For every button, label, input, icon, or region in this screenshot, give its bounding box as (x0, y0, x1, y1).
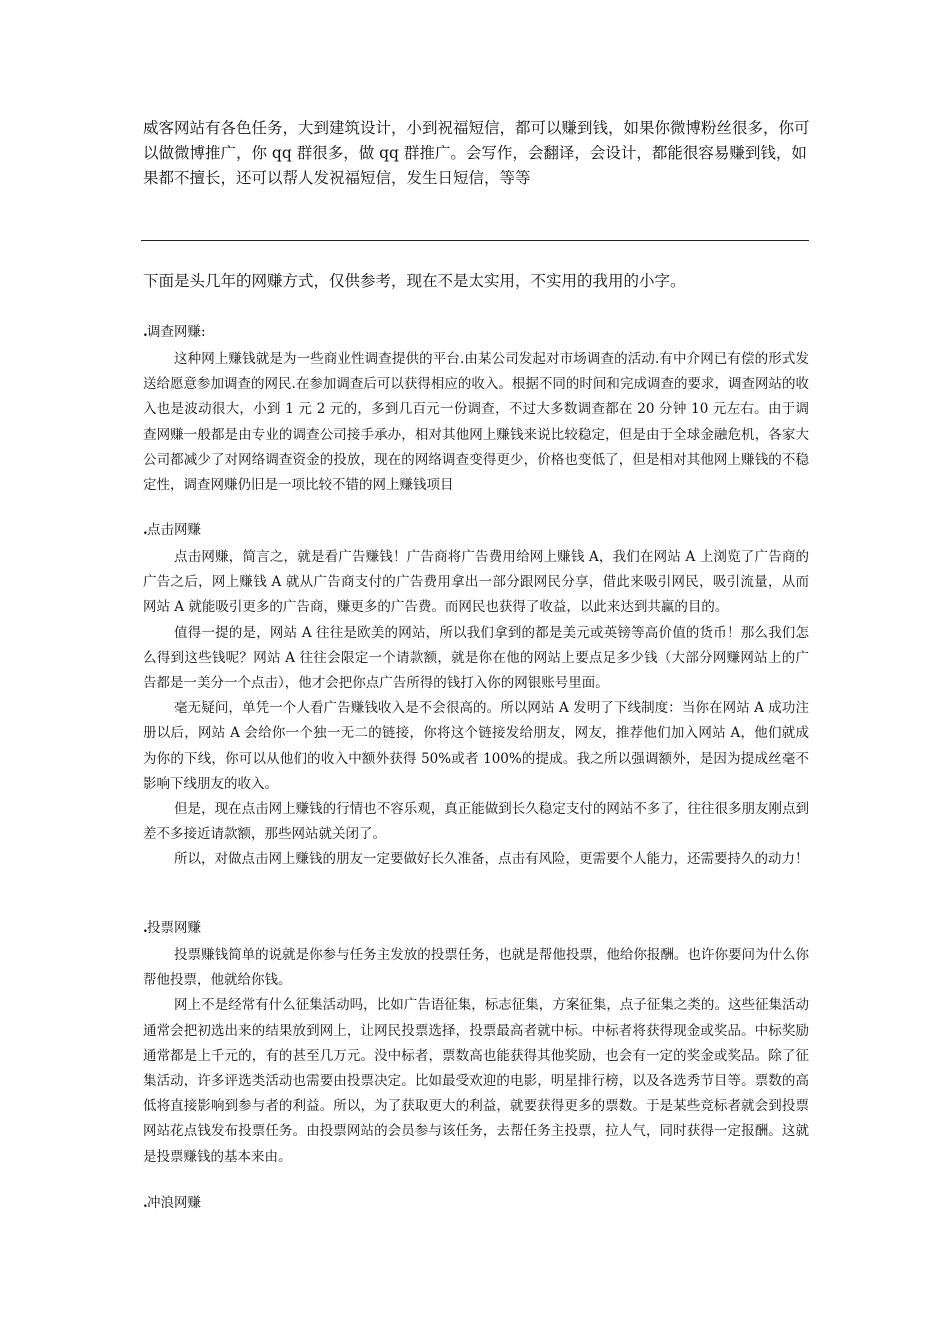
paragraph: 网上不是经常有什么征集活动吗，比如广告语征集，标志征集，方案征集，点子征集之类的。这些征集活动通常会把初选出来的结果放到网上，让网民投票选择，投票最高者就中标。中标者将获得现金或奖品。中标奖励通常都是上千元的，有的甚至几万元。没中标者，票数高也能获得其他奖励，也会有一定的奖金或奖品。除了征集活动，许多评选类活动也需要由投票决定。比如最受欢迎的电影，明星排行榜，以及各选秀节目等。票数的高低将直接影响到参与者的利益。所以，为了获取更大的利益，就要获得更多的票数。于是某些竞标者就会到投票网站花点钱发布投票任务。由投票网站的会员参与该任务，去帮任务主投票，拉人气，同时获得一定报酬。这就是投票赚钱的基本来由。 (143, 997, 809, 1165)
paragraph: 但是，现在点击网上赚钱的行情也不容乐观，真正能做到长久稳定支付的网站不多了，往往很多朋友刚点到差不多接近请款额，那些网站就关闭了。 (143, 801, 809, 843)
section-heading (143, 322, 809, 342)
paragraph: 这种网上赚钱就是为一些商业性调查提供的平台.由某公司发起对市场调查的活动.有中介网已有偿的形式发送给愿意参加调查的网民.在参加调查后可以获得相应的收入。根据不同的时间和完成调查的要求，调查网站的收入也是波动很大，小到 1 元 2 元的，多到几百元一份调查，不过大多数调查都在 20 分钟 10 元左右。由于调查网赚一般都是由专业的调查公司接手承办，相对其他网上赚钱来说比较稳定，但是由于全球金融危机，各家大公司都减少了对网络调查资金的投放，现在的网络调查变得更少，价格也变低了，但是相对其他网上赚钱的不稳定性，调查网赚仍旧是一项比较不错的网上赚钱项目 (143, 351, 809, 494)
bullet-dot: . (143, 324, 148, 340)
section-heading-text: 投票网赚 (147, 920, 201, 936)
section-heading (143, 520, 809, 540)
section-heading-text: 点击网赚 (147, 522, 201, 538)
bullet-dot: . (143, 920, 148, 936)
lead-paragraph: 下面是头几年的网赚方式，仅供参考，现在不是太实用，不实用的我用的小字。 (143, 272, 686, 290)
section-heading (143, 918, 809, 938)
bullet-dot: . (143, 522, 148, 538)
paragraph: 点击网赚，简言之，就是看广告赚钱！广告商将广告费用给网上赚钱 A，我们在网站 A 上浏览了广告商的广告之后，网上赚钱 A 就从广告商支付的广告费用拿出一部分跟网民分享，借此来吸引网民，吸引流量，从而网站 A 就能吸引更多的广告商，赚更多的广告费。而网民也获得了收益，以此来达到共赢的目的。 (143, 549, 809, 616)
section-survey (143, 322, 809, 498)
section-vote (143, 918, 809, 1170)
section-click (143, 520, 809, 873)
section-heading-text: 调查网赚: (147, 324, 206, 340)
horizontal-divider (141, 240, 809, 241)
section-heading-text: 冲浪网赚 (147, 1195, 201, 1211)
section-surf (143, 1193, 809, 1218)
paragraph: 所以，对做点击网上赚钱的朋友一定要做好长久准备，点击有风险，更需要个人能力，还需要持久的动力！ (174, 851, 809, 868)
paragraph: 值得一提的是，网站 A 往往是欧美的网站，所以我们拿到的都是美元或英镑等高价值的货币！那么我们怎么得到这些钱呢？网站 A 往往会限定一个请款额，就是你在他的网站上要点足多少钱（大部分网赚网站上的广告都是一美分一个点击），他才会把你点广告所得的钱打入你的网银账号里面。 (143, 624, 809, 692)
paragraph: 毫无疑问，单凭一个人看广告赚钱收入是不会很高的。所以网站 A 发明了下线制度：当你在网站 A 成功注册以后，网站 A 会给你一个独一无二的链接，你将这个链接发给朋友，网友，推荐他们加入网站 A，他们就成为你的下线，你可以从他们的收入中额外获得 50%或者 100%的提成。我之所以强调额外，是因为提成丝毫不影响下线朋友的收入。 (143, 700, 809, 792)
section-heading (143, 1193, 809, 1213)
bullet-dot: . (143, 1195, 148, 1211)
intro-paragraph: 威客网站有各色任务，大到建筑设计，小到祝福短信，都可以赚到钱，如果你微博粉丝很多，你可以做微博推广，你 qq 群很多，做 qq 群推广。会写作，会翻译，会设计，都能很容易赚到钱，如果都不擅长，还可以帮人发祝福短信，发生日短信，等等 (143, 119, 810, 187)
paragraph: 投票赚钱简单的说就是你参与任务主发放的投票任务，也就是帮他投票，他给你报酬。也许你要问为什么你帮他投票，他就给你钱。 (143, 947, 809, 989)
